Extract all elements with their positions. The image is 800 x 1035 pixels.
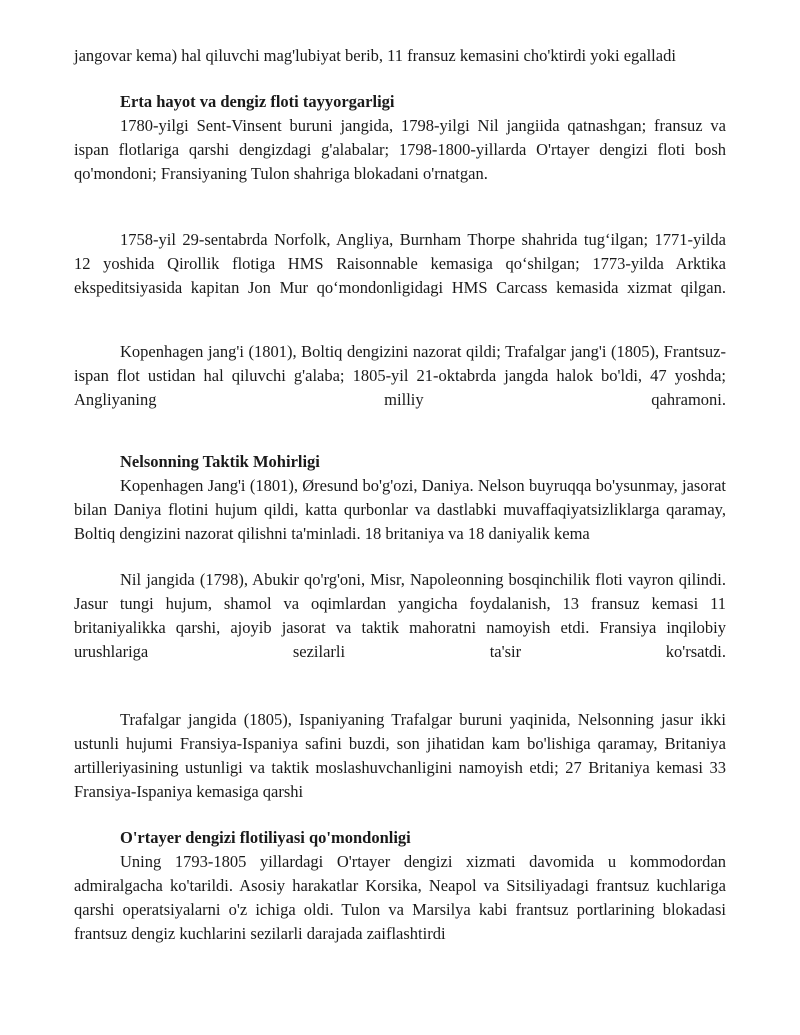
paragraph: Kopenhagen Jang'i (1801), Øresund bo'g'ozi, Daniya. Nelson buyruqqa bo'ysunmay, jasorat bilan Daniya flotini hujum qildi, katta qurbonlar va dastlabki muvaffaqiyatsizliklarga qaramay, Boltiq dengizini nazorat qilishni ta'minladi. 18 britaniya va 18 daniyalik kema — [74, 476, 726, 543]
section-heading-mediterranean: O'rtayer dengizi flotiliyasi qo'mondonligi — [120, 828, 411, 847]
document-page — [74, 44, 726, 946]
section-heading-tactics: Nelsonning Taktik Mohirligi — [120, 452, 320, 471]
paragraph: 1758-yil 29-sentabrda Norfolk, Angliya, Burnham Thorpe shahrida tug‘ilgan; 1771-yilda 12 yoshida Qirollik flotiga HMS Raisonnable kemasiga qo‘shilgan; 1773-yilda Arktika ekspeditsiyasida kapitan Jon Mur qo‘mondonligidagi HMS Carcass kemasida xizmat qilgan. — [74, 230, 726, 297]
intro-paragraph: jangovar kema) hal qiluvchi mag'lubiyat berib, 11 fransuz kemasini cho'ktirdi yoki egalladi — [74, 46, 676, 65]
paragraph: Trafalgar jangida (1805), Ispaniyaning Trafalgar buruni yaqinida, Nelsonning jasur ikki ustunli hujumi Fransiya-Ispaniya safini buzdi, son jihatidan kam bo'lishiga qaramay, Britaniya artilleriyasining ustunligi va taktik moslashuvchanligini namoyish etdi; 27 Britaniya kemasi 33 Fransiya-Ispaniya kemasiga qarshi — [74, 710, 726, 801]
paragraph: Kopenhagen jang'i (1801), Boltiq dengizini nazorat qildi; Trafalgar jang'i (1805), Frantsuz-ispan flot ustidan hal qiluvchi g'alaba; 1805-yil 21-oktabrda jangda halok bo'ldi, 47 yoshda; Angliyaning milliy qahramoni. — [74, 342, 726, 409]
paragraph: Uning 1793-1805 yillardagi O'rtayer dengizi xizmati davomida u kommodordan admiralgacha ko'tarildi. Asosiy harakatlar Korsika, Neapol va Sitsiliyadagi frantsuz kuchlariga qarshi operatsiyalarni o'z ichiga oldi. Tulon va Marsilya kabi frantsuz portlarining blokadasi frantsuz dengiz kuchlarini sezilarli darajada zaiflashtirdi — [74, 852, 726, 943]
section-heading-early-life: Erta hayot va dengiz floti tayyorgarligi — [120, 92, 395, 111]
paragraph: Nil jangida (1798), Abukir qo'rg'oni, Misr, Napoleonning bosqinchilik floti vayron qilindi. Jasur tungi hujum, shamol va oqimlardan yangicha foydalanish, 13 fransuz kemasi 11 britaniyalikka qarshi, ajoyib jasorat va taktik mahoratni namoyish etdi. Fransiya inqilobiy urushlariga sezilarli ta'sir ko'rsatdi. — [74, 570, 726, 661]
paragraph: 1780-yilgi Sent-Vinsent buruni jangida, 1798-yilgi Nil jangiida qatnashgan; fransuz va ispan flotlariga qarshi dengizdagi g'alabalar; 1798-1800-yillarda O'rtayer dengizi floti bosh qo'mondoni; Fransiyaning Tulon shahriga blokadani o'rnatgan. — [74, 116, 726, 183]
